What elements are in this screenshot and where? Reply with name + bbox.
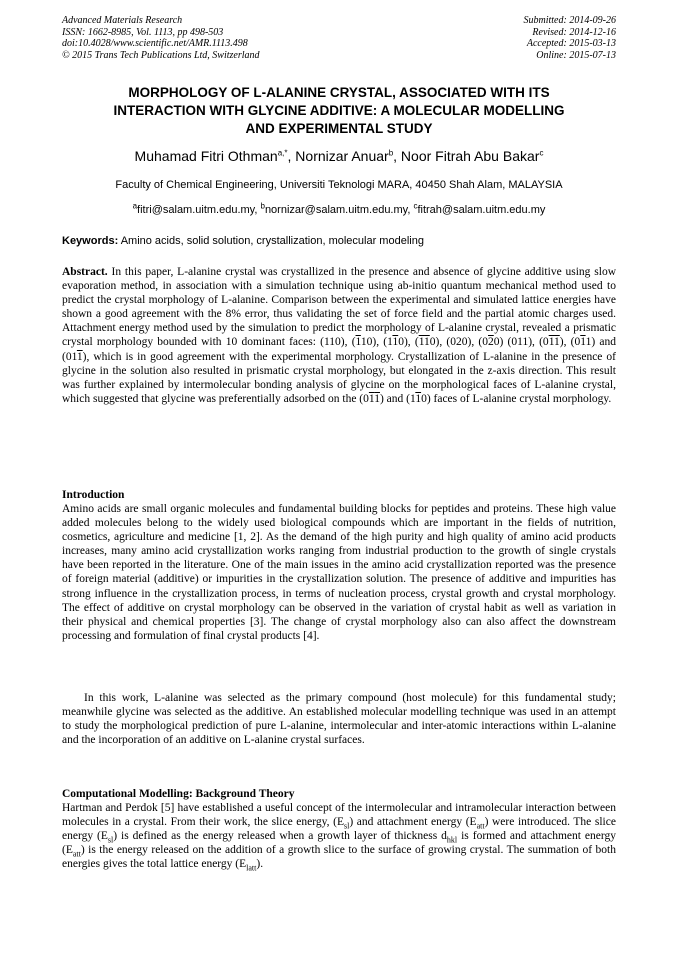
- subscript: latt: [246, 863, 257, 873]
- email-mark-a: a: [132, 201, 138, 211]
- author-3-mark: c: [539, 148, 544, 158]
- journal-name: Advanced Materials Research: [62, 15, 183, 26]
- abstract-text: ) and (1: [379, 392, 416, 405]
- affiliation: Faculty of Chemical Engineering, Universiti Teknologi MARA, 40450 Shah Alam, MALAYSIA: [115, 179, 563, 191]
- paper-title: [50, 84, 628, 138]
- title-line-2: INTERACTION WITH GLYCINE ADDITIVE: A MOLECULAR MODELLING: [113, 103, 565, 118]
- body-text: Hartman and Perdok [5] have established a useful concept of the intermolecular and intramolecular interaction between molecules in a crystal. From their work, the slice energy, (E: [62, 802, 616, 829]
- date-revised: Revised: 2014-12-16: [532, 26, 616, 38]
- body-text: ) is the energy released on the addition of a growth slice to the surface of growing crystal. The summation of both energies gives the total lattice energy (E: [62, 844, 616, 871]
- overbar-digit: 1: [392, 336, 399, 349]
- subscript: sl: [343, 821, 350, 831]
- section-heading-introduction: Introduction: [62, 489, 125, 501]
- author-2-mark: b: [388, 148, 394, 158]
- subscript: sl: [107, 835, 114, 845]
- section-heading-computational: Computational Modelling: Background Theory: [62, 788, 295, 800]
- body-text: ) were introduced. The slice energy (E: [62, 816, 616, 843]
- publication-dates: [524, 15, 617, 61]
- email-2: nornizar@salam.uitm.edu.my,: [264, 204, 414, 216]
- overbar-digit: 1: [76, 350, 83, 363]
- body-text: ).: [256, 858, 264, 871]
- date-accepted: Accepted: 2015-03-13: [526, 38, 616, 49]
- title-line-3: AND EXPERIMENTAL STUDY: [245, 121, 433, 136]
- subscript: hkl: [446, 835, 458, 845]
- abstract-text: 0), (020), (0: [429, 336, 488, 349]
- email-1: fitri@salam.uitm.edu.my,: [137, 204, 261, 216]
- abstract-text: In this paper, L-alanine crystal was crystallized in the presence and absence of glycine additive using slow evaporation method, in association with a simulation technique using ab-initio quantum mechanical method used to predict the crystal morphology of L-alanine. Comparison between the experimental and simulated lattice energies have shown a good agreement with the 8% error, thus validating the set of force field and the partial atomic charges used. Attachment energy method used by the simulation to predict the morphology of L-alanine crystal, revealed a prismatic crystal morphology bounded with 10 dominant faces: (110), (: [62, 266, 616, 349]
- subscript: att: [476, 821, 485, 831]
- date-submitted: Submitted: 2014-09-26: [523, 15, 616, 26]
- author-1-mark: a,*: [277, 148, 288, 158]
- author-3: , Noor Fitrah Abu Bakar: [393, 148, 540, 164]
- abstract-text: 1) and (01: [62, 336, 616, 363]
- overbar-digit: 1: [355, 336, 361, 349]
- title-line-1: MORPHOLOGY OF L-ALANINE CRYSTAL, ASSOCIATED WITH ITS: [128, 85, 550, 100]
- journal-copyright: © 2015 Trans Tech Publications Ltd, Switzerland: [62, 49, 260, 61]
- abstract-text: 0), (: [398, 336, 419, 349]
- abstract-text: 0) faces of L-alanine crystal morphology.: [421, 392, 612, 405]
- body-text: ) is defined as the energy released when a growth layer of thickness d: [113, 830, 447, 843]
- computational-paragraph: [62, 801, 616, 871]
- author-list: [40, 147, 638, 165]
- journal-issn: ISSN: 1662-8985, Vol. 1113, pp 498-503: [62, 26, 224, 38]
- overbar-digit: 1: [418, 336, 425, 349]
- email-mark-b: b: [260, 201, 265, 211]
- author-1: Muhamad Fitri Othman: [134, 148, 278, 164]
- overbar-digit: 2: [488, 336, 494, 349]
- email-list: [40, 203, 638, 217]
- overbar-digit: 1: [424, 336, 430, 349]
- introduction-paragraph-1: Amino acids are small organic molecules and fundamental building blocks for peptides and proteins. These high value added molecules belong to the widely used biological compounds which are important in the fields of nutrition, cosmetics, agriculture and medicine [1, 2]. As the demand of the high purity and high quality of amino acid products increases, many amino acid crystallization works ranging from industrial production to the growth of single crystals have been reported in the literature. One of the main issues in the amino acid crystallization reported was the presence of foreign material (additive) or impurities in the crystallization solution. The presence of additive and impurities has strong influence in the crystallization process, in terms of nucleation process, crystal growth and crystal morphology. The effect of additive on crystal morphology can be observed in the variation of crystal habit as well as variation in their physical and chemical properties [3]. The change of crystal morphology also can also affect the downstream processing and formulation of final crystal products [4].: [62, 503, 616, 642]
- email-3: fitrah@salam.uitm.edu.my: [417, 204, 546, 216]
- abstract-text: ), (0: [559, 336, 581, 349]
- abstract: [62, 265, 616, 406]
- introduction-paragraph-2: In this work, L-alanine was selected as the primary compound (host molecule) for this fundamental study; meanwhile glycine was selected as the additive. An established molecular modelling technique was used in an attempt to study the morphological prediction of pure L-alanine, intermolecular and inter-atomic interactions within L-alanine and the incorporation of an additive on L-alanine crystal surfaces.: [62, 692, 616, 747]
- abstract-text: 0) (011), (0: [493, 336, 549, 349]
- overbar-digit: 1: [554, 336, 560, 349]
- abstract-text: 10), (1: [360, 336, 393, 349]
- keywords: [62, 234, 616, 248]
- keywords-text: Amino acids, solid solution, crystallization, molecular modeling: [118, 235, 424, 247]
- body-text: ) and attachment energy (E: [349, 816, 477, 829]
- overbar-digit: 1: [415, 392, 422, 405]
- email-mark-c: c: [413, 201, 418, 211]
- keywords-label: Keywords:: [62, 235, 119, 247]
- date-online: Online: 2015-07-13: [536, 49, 616, 61]
- author-2: , Nornizar Anuar: [287, 148, 389, 164]
- abstract-text: ), which is in good agreement with the experimental morphology. Crystallization of L-alanine in the presence of glycine in the solution also resulted in prismatic crystal morphology, but elongated in the z-axis direction. This result was further explained by intermolecular bonding analysis of glycine on the morphological faces of L-alanine crystal, which suggested that glycine was preferentially adsorbed on the (0: [62, 350, 616, 405]
- overbar-digit: 1: [374, 392, 380, 405]
- journal-doi: doi:10.4028/www.scientific.net/AMR.1113.498: [62, 38, 248, 49]
- subscript: att: [72, 849, 81, 859]
- abstract-label: Abstract.: [62, 266, 108, 278]
- overbar-digit: 1: [368, 392, 375, 405]
- overbar-digit: 1: [548, 336, 555, 349]
- journal-info: [62, 15, 260, 61]
- body-text: is formed and attachment energy (E: [62, 830, 616, 857]
- overbar-digit: 1: [580, 336, 586, 349]
